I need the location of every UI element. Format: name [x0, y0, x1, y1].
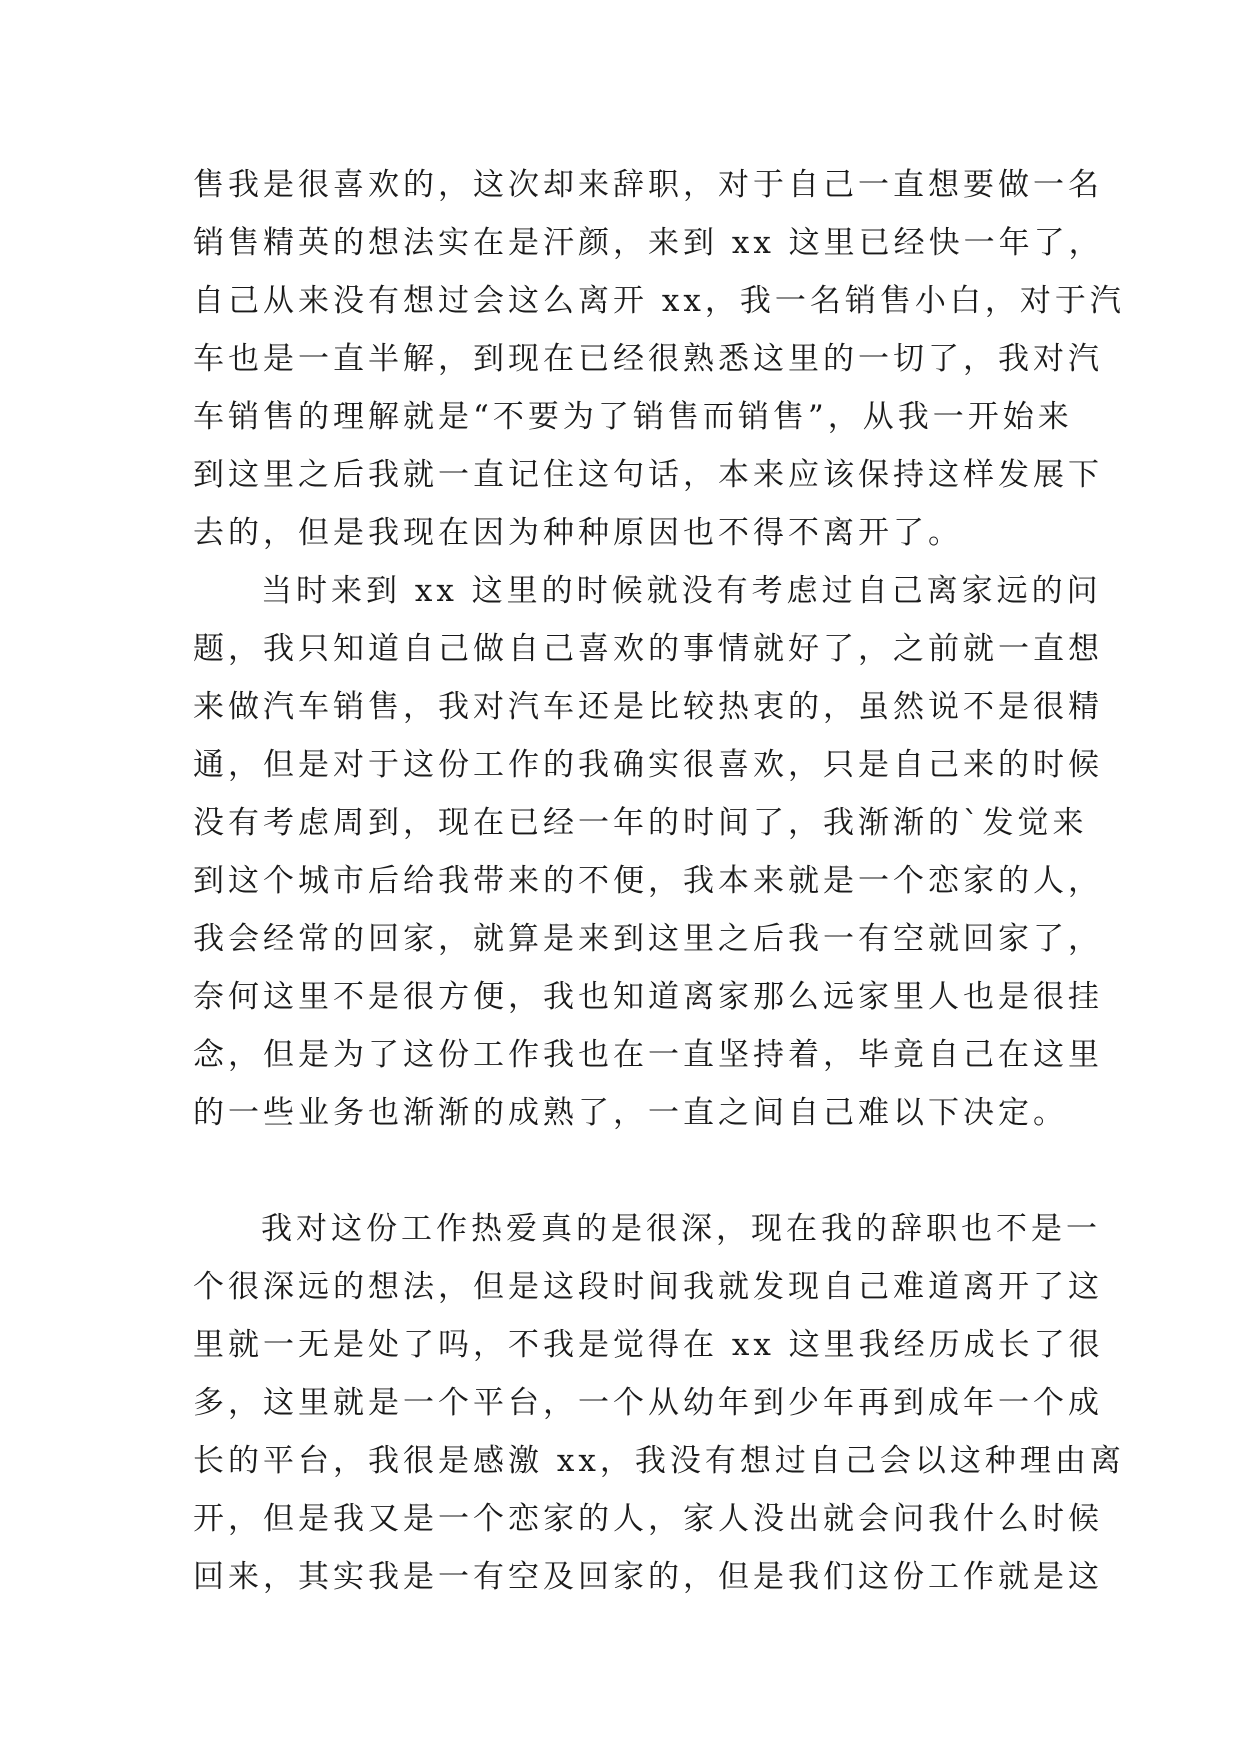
text-line: 个很深远的想法，但是这段时间我就发现自己难道离开了这 [193, 1269, 1103, 1305]
text-line [193, 1142, 1073, 1200]
text-line: 当时来到 xx 这里的时候就没有考虑过自己离家远的问 [261, 573, 1102, 609]
paragraph-3 [193, 1200, 1125, 1606]
text-line: 题，我只知道自己做自己喜欢的事情就好了，之前就一直想 [193, 631, 1103, 667]
text-line: 我会经常的回家，就算是来到这里之后我一有空就回家了， [193, 921, 1103, 957]
text-line: 奈何这里不是很方便，我也知道离家那么远家里人也是很挂 [193, 979, 1103, 1015]
text-line: 车也是一直半解，到现在已经很熟悉这里的一切了，我对汽 [193, 341, 1103, 377]
text-line: 去的，但是我现在因为种种原因也不得不离开了。 [193, 515, 963, 551]
text-line: 开，但是我又是一个恋家的人，家人没出就会问我什么时候 [193, 1501, 1103, 1537]
text-line: 来做汽车销售，我对汽车还是比较热衷的，虽然说不是很精 [193, 689, 1103, 725]
text-line: 回来，其实我是一有空及回家的，但是我们这份工作就是这 [193, 1559, 1103, 1595]
text-line: 到这个城市后给我带来的不便，我本来就是一个恋家的人， [193, 863, 1103, 899]
text-line: 的一些业务也渐渐的成熟了，一直之间自己难以下决定。 [193, 1095, 1068, 1131]
text-line: 车销售的理解就是“不要为了销售而销售”，从我一开始来 [193, 399, 1073, 435]
text-line: 自己从来没有想过会这么离开 xx，我一名销售小白，对于汽 [193, 283, 1125, 319]
text-line: 没有考虑周到，现在已经一年的时间了，我渐渐的`发觉来 [193, 805, 1088, 841]
text-line: 里就一无是处了吗，不我是觉得在 xx 这里我经历成长了很 [193, 1327, 1104, 1363]
text-line: 销售精英的想法实在是汗颜，来到 xx 这里已经快一年了， [193, 225, 1104, 261]
text-line: 念，但是为了这份工作我也在一直坚持着，毕竟自己在这里 [193, 1037, 1103, 1073]
document-body [193, 156, 1125, 1606]
paragraph-1 [193, 156, 1125, 562]
text-line: 到这里之后我就一直记住这句话，本来应该保持这样发展下 [193, 457, 1103, 493]
text-line: 通，但是对于这份工作的我确实很喜欢，只是自己来的时候 [193, 747, 1103, 783]
text-line: 我对这份工作热爱真的是很深，现在我的辞职也不是一 [261, 1211, 1101, 1247]
text-line: 售我是很喜欢的，这次却来辞职，对于自己一直想要做一名 [193, 167, 1103, 203]
text-line: 多，这里就是一个平台，一个从幼年到少年再到成年一个成 [193, 1385, 1103, 1421]
text-line: 长的平台，我很是感激 xx，我没有想过自己会以这种理由离 [193, 1443, 1125, 1479]
paragraph-2 [193, 562, 1103, 1200]
